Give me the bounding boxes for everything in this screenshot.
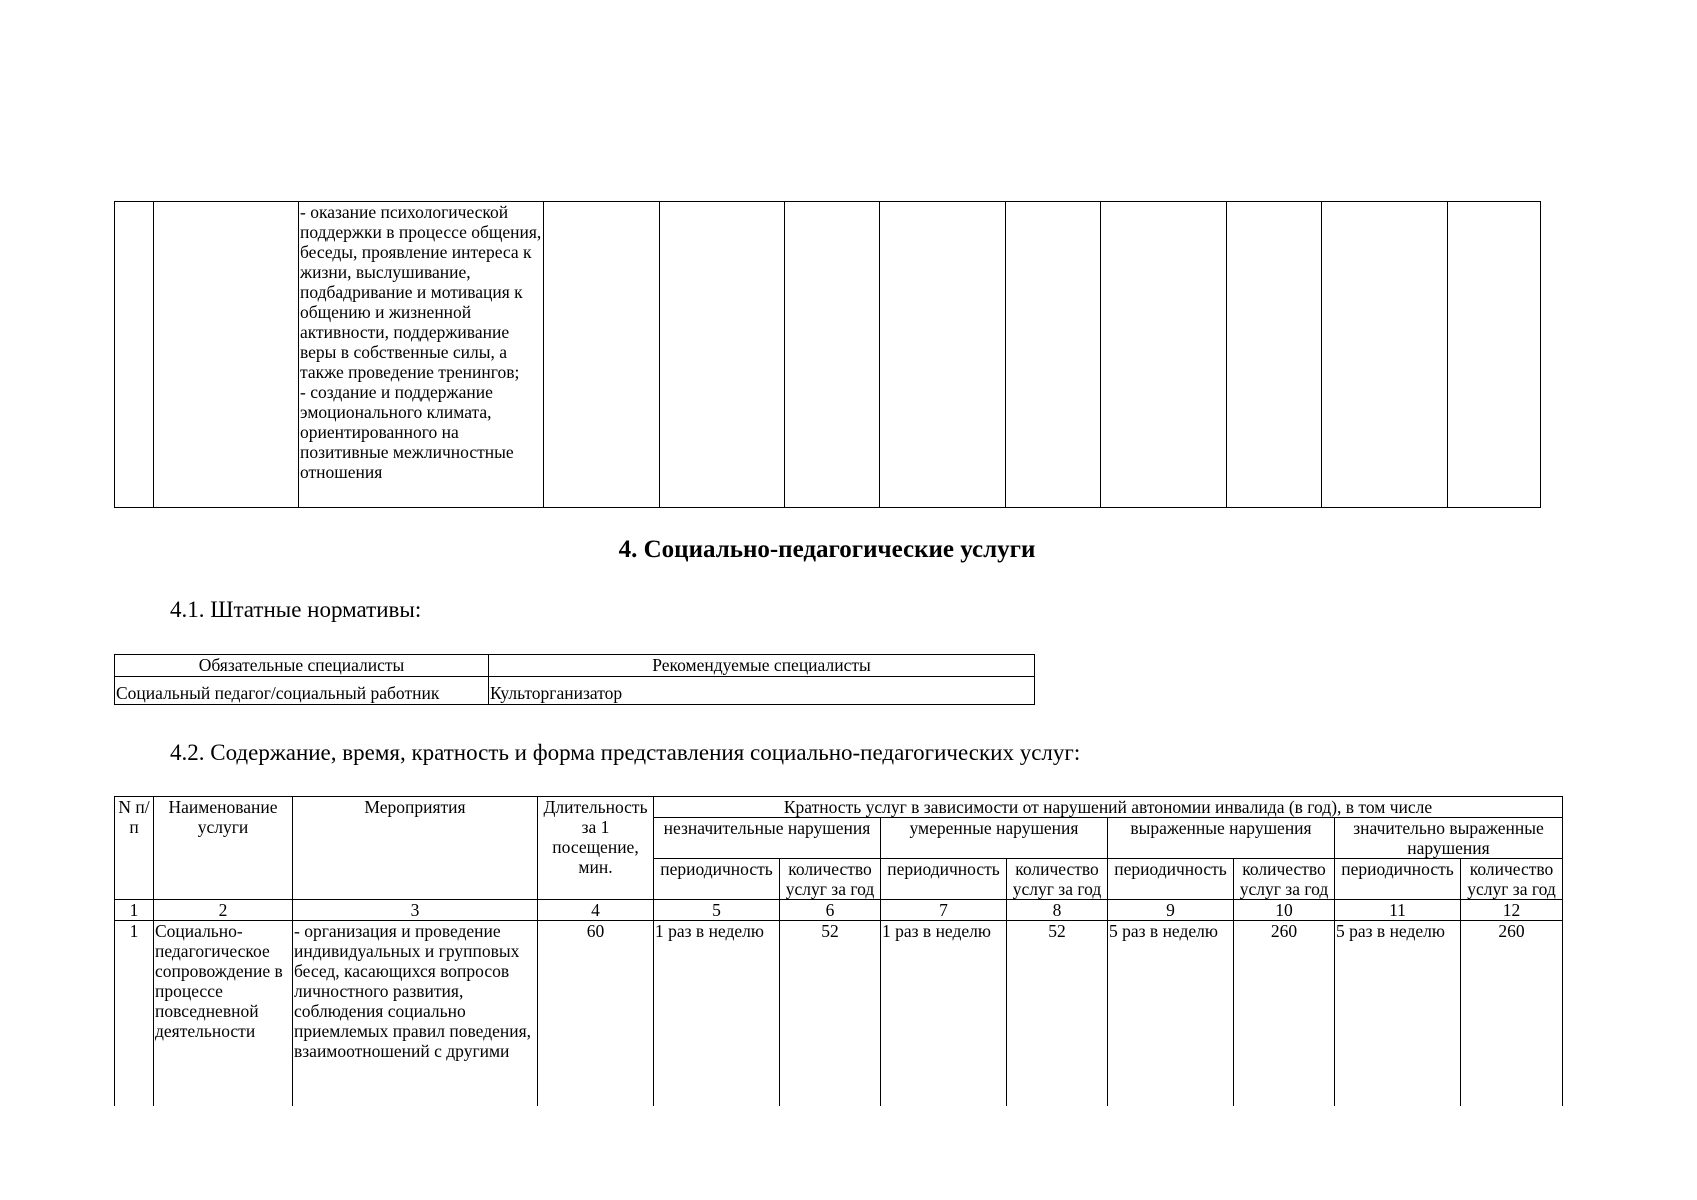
table-row [115,921,1563,1107]
row-count-pronounced: 260 [1234,921,1335,1107]
row-measures: - организация и проведение индивидуальных и групповых бесед, касающихся вопросов личностного развития, соблюдения социально приемлемых правил поведения, взаимоотношений с другими [293,921,538,1107]
row-count-minor: 52 [780,921,881,1107]
header-num: N п/п [115,797,154,900]
cont-cell [544,202,660,508]
header-frequency: Кратность услуг в зависимости от нарушений автономии инвалида (в год), в том числе [654,797,1563,818]
header-service-name: Наименование услуги [154,797,293,900]
mandatory-specialist: Социальный педагог/социальный работник [115,677,489,705]
col-number: 12 [1461,900,1563,921]
recommended-specialist: Культорганизатор [489,677,1035,705]
header-group-minor: незначительные нарушения [654,818,881,859]
section-title: 4. Социально-педагогические услуги [618,536,1036,563]
header-group-moderate: умеренные нарушения [881,818,1108,859]
header-group-severe: значительно выраженные нарушения [1335,818,1563,859]
header-mandatory-specialists: Обязательные специалисты [115,655,489,677]
col-number: 7 [881,900,1007,921]
row-num: 1 [115,921,154,1107]
header-count: количество услуг за год [1234,859,1335,900]
row-periodicity-pronounced: 5 раз в неделю [1108,921,1234,1107]
col-number: 6 [780,900,881,921]
column-number-row [115,900,1563,921]
col-number: 5 [654,900,780,921]
header-duration: Длительность за 1 посещение, мин. [538,797,654,900]
cont-cell [660,202,785,508]
services-table [114,796,1563,1106]
col-number: 11 [1335,900,1461,921]
header-count: количество услуг за год [1007,859,1108,900]
cont-cell [1006,202,1101,508]
row-duration: 60 [538,921,654,1107]
staff-header-row [115,655,1035,677]
cont-cell [880,202,1006,508]
row-count-severe: 260 [1461,921,1563,1107]
col-number: 1 [115,900,154,921]
col-number: 9 [1108,900,1234,921]
header-periodicity: периодичность [654,859,780,900]
header-count: количество услуг за год [1461,859,1563,900]
row-periodicity-moderate: 1 раз в неделю [881,921,1007,1107]
header-measures: Мероприятия [293,797,538,900]
cont-cell-name [154,202,299,508]
header-periodicity: периодичность [1108,859,1234,900]
subheading-services: 4.2. Содержание, время, кратность и форма представления социально-педагогических услуг: [170,740,1081,765]
header-group-pronounced: выраженные нарушения [1108,818,1335,859]
cont-cell-measures: - оказание психологической поддержки в процессе общения, беседы, проявление интереса к жизни, выслушивание, подбадривание и мотивация к общению и жизненной активности, поддерживание веры в собственные силы, а также проведение тренингов; - создание и поддержание эмоционального климата, ориентированного на позитивные межличностные отношения [299,202,544,508]
col-number: 8 [1007,900,1108,921]
col-number: 4 [538,900,654,921]
row-periodicity-severe: 5 раз в неделю [1335,921,1461,1107]
row-service-name: Социально-педагогическое сопровождение в процессе повседневной деятельности [154,921,293,1107]
header-recommended-specialists: Рекомендуемые специалисты [489,655,1035,677]
header-count: количество услуг за год [780,859,881,900]
cont-cell [1448,202,1541,508]
row-periodicity-minor: 1 раз в неделю [654,921,780,1107]
col-number: 2 [154,900,293,921]
row-count-moderate: 52 [1007,921,1108,1107]
continuation-row [115,202,1541,508]
staff-table [114,654,1035,705]
staff-row [115,677,1035,705]
col-number: 10 [1234,900,1335,921]
header-periodicity: периодичность [1335,859,1461,900]
cont-cell-num [115,202,154,508]
col-number: 3 [293,900,538,921]
subheading-staff: 4.1. Штатные нормативы: [170,597,422,622]
cont-cell [1322,202,1448,508]
continuation-table [114,201,1541,508]
cont-cell [1227,202,1322,508]
cont-cell [785,202,880,508]
cont-cell [1101,202,1227,508]
header-periodicity: периодичность [881,859,1007,900]
header-row-1 [115,797,1563,818]
